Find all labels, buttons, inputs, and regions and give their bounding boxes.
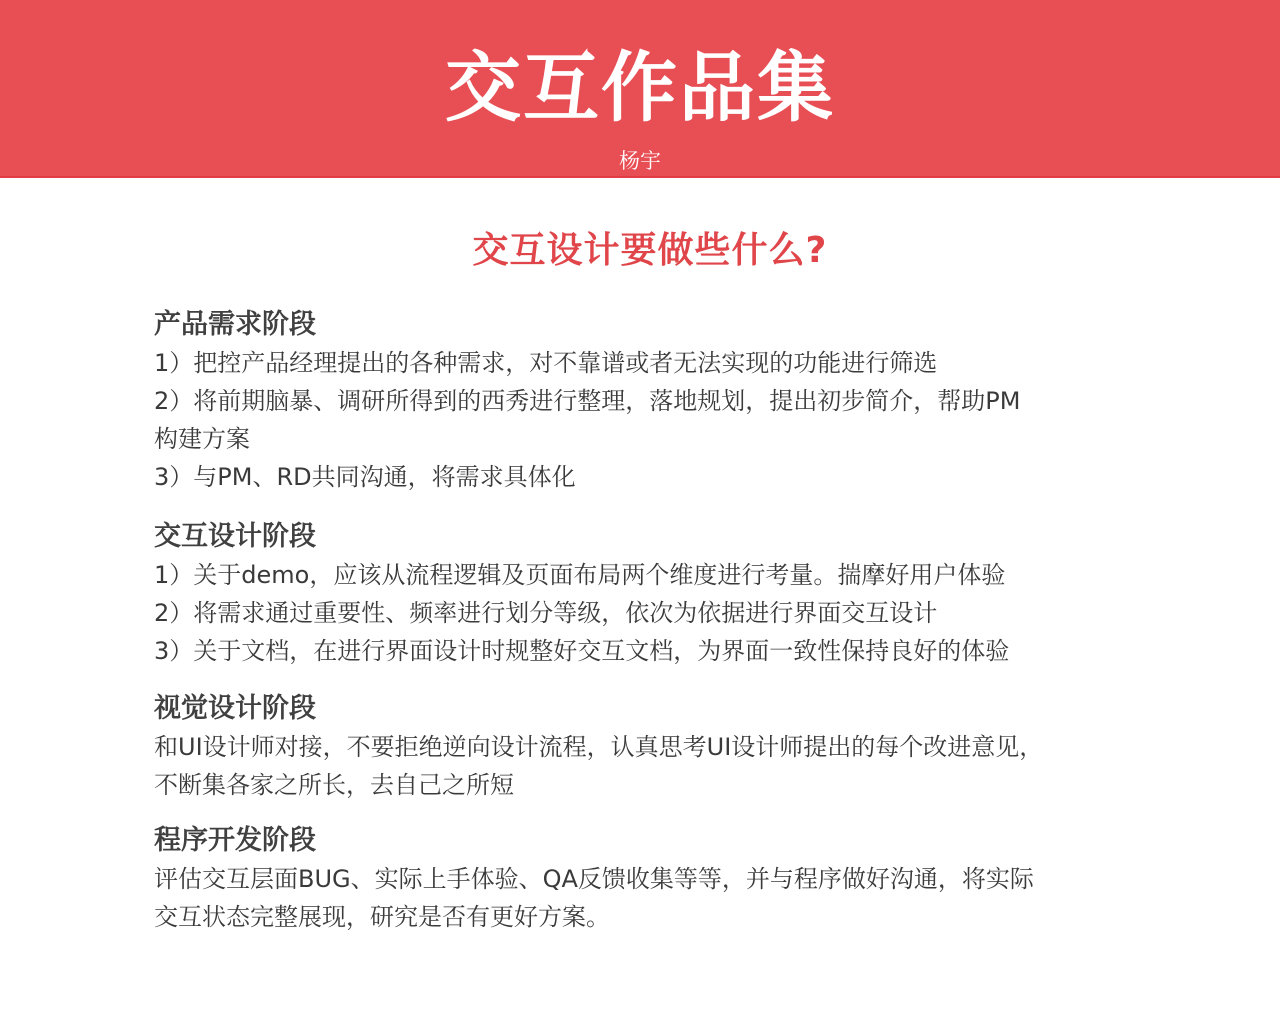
author-name: 杨宇: [619, 149, 661, 173]
stage-interaction-design: [154, 518, 1009, 670]
stage-line: 交互状态完整展现，研究是否有更好方案。: [154, 903, 610, 931]
stage-line: 3）关于文档，在进行界面设计时规整好交互文档，为界面一致性保持良好的体验: [154, 637, 1010, 665]
stage-line: 构建方案: [154, 425, 250, 453]
stage-title: 交互设计阶段: [154, 521, 316, 552]
stage-title: 程序开发阶段: [154, 825, 316, 856]
stage-line: 1）把控产品经理提出的各种需求，对不靠谱或者无法实现的功能进行筛选: [154, 349, 938, 377]
stage-line: 2）将前期脑暴、调研所得到的西秀进行整理，落地规划，提出初步简介，帮助PM: [154, 387, 1021, 415]
stage-line: 3）与PM、RD共同沟通，将需求具体化: [154, 463, 576, 491]
stage-development: [154, 822, 1034, 936]
stage-product-requirements: [154, 306, 1020, 496]
stage-line: 1）关于demo，应该从流程逻辑及页面布局两个维度进行考量。揣摩好用户体验: [154, 561, 1006, 589]
stage-line: 2）将需求通过重要性、频率进行划分等级，依次为依据进行界面交互设计: [154, 599, 938, 627]
stage-title: 产品需求阶段: [154, 309, 316, 340]
stage-line: 和UI设计师对接，不要拒绝逆向设计流程，认真思考UI设计师提出的每个改进意见，: [154, 733, 1044, 761]
header-banner: [0, 0, 1280, 178]
stage-title: 视觉设计阶段: [154, 693, 316, 724]
portfolio-title: 交互作品集: [445, 43, 835, 132]
section-heading: 交互设计要做些什么?: [472, 230, 828, 271]
stage-visual-design: [154, 690, 1043, 804]
stage-line: 不断集各家之所长，去自己之所短: [154, 771, 514, 799]
stage-line: 评估交互层面BUG、实际上手体验、QA反馈收集等等，并与程序做好沟通，将实际: [154, 865, 1034, 893]
